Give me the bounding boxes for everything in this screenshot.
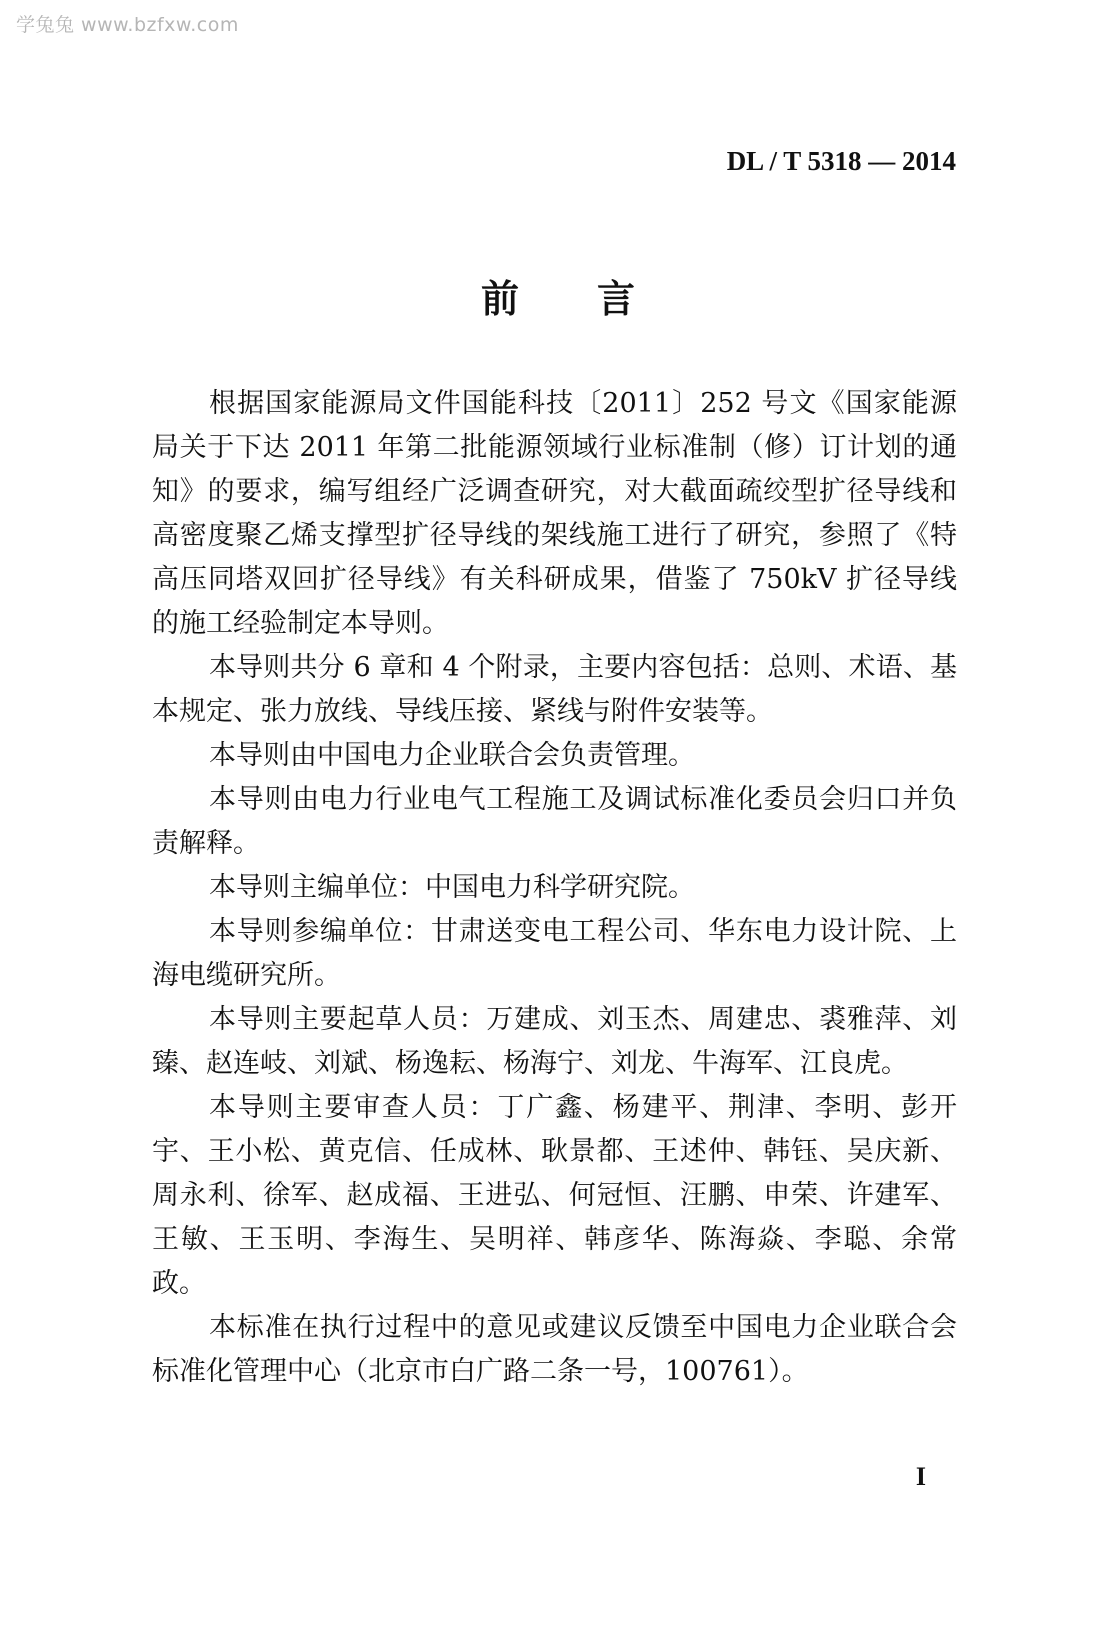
paragraph-interpretation: 本导则由电力行业电气工程施工及调试标准化委员会归口并负责解释。 [152, 784, 957, 859]
page-number: I [915, 1462, 926, 1491]
paragraph-reviewers: 本导则主要审查人员：丁广鑫、杨建平、荆津、李明、彭开宇、王小松、黄克信、任成林、耿景都、王述仲、韩钰、吴庆新、周永利、徐军、赵成福、王进弘、何冠恒、汪鹏、申荣、许建军、王敏、王玉明、李海生、吴明祥、韩彦华、陈海焱、李聪、余常政。 [152, 1092, 957, 1299]
watermark: 学兔兔 www.bzfxw.com [16, 14, 239, 36]
paragraph-participants: 本导则参编单位：甘肃送变电工程公司、华东电力设计院、上海电缆研究所。 [152, 916, 957, 991]
paragraph-feedback: 本标准在执行过程中的意见或建议反馈至中国电力企业联合会标准化管理中心（北京市白广路二条一号，100761）。 [152, 1312, 957, 1387]
foreword-body [152, 382, 957, 1394]
paragraph-management: 本导则由中国电力企业联合会负责管理。 [209, 740, 695, 771]
page-title: 前言 [480, 276, 713, 321]
paragraph-basis: 根据国家能源局文件国能科技〔2011〕252 号文《国家能源局关于下达 2011 年第二批能源领域行业标准制（修）订计划的通知》的要求，编写组经广泛调查研究，对大截面疏绞型扩径导线和高密度聚乙烯支撑型扩径导线的架线施工进行了研究，参照了《特高压同塔双回扩径导线》有关科研成果，借鉴了 750kV 扩径导线的施工经验制定本导则。 [152, 388, 957, 639]
paragraph-chief-editor: 本导则主编单位：中国电力科学研究院。 [209, 872, 695, 903]
standard-code: DL / T 5318 — 2014 [726, 146, 956, 176]
paragraph-drafters: 本导则主要起草人员：万建成、刘玉杰、周建忠、裘雅萍、刘臻、赵连岐、刘斌、杨逸耘、杨海宁、刘龙、牛海军、江良虎。 [152, 1004, 957, 1079]
paragraph-contents: 本导则共分 6 章和 4 个附录，主要内容包括：总则、术语、基本规定、张力放线、导线压接、紧线与附件安装等。 [152, 652, 957, 727]
